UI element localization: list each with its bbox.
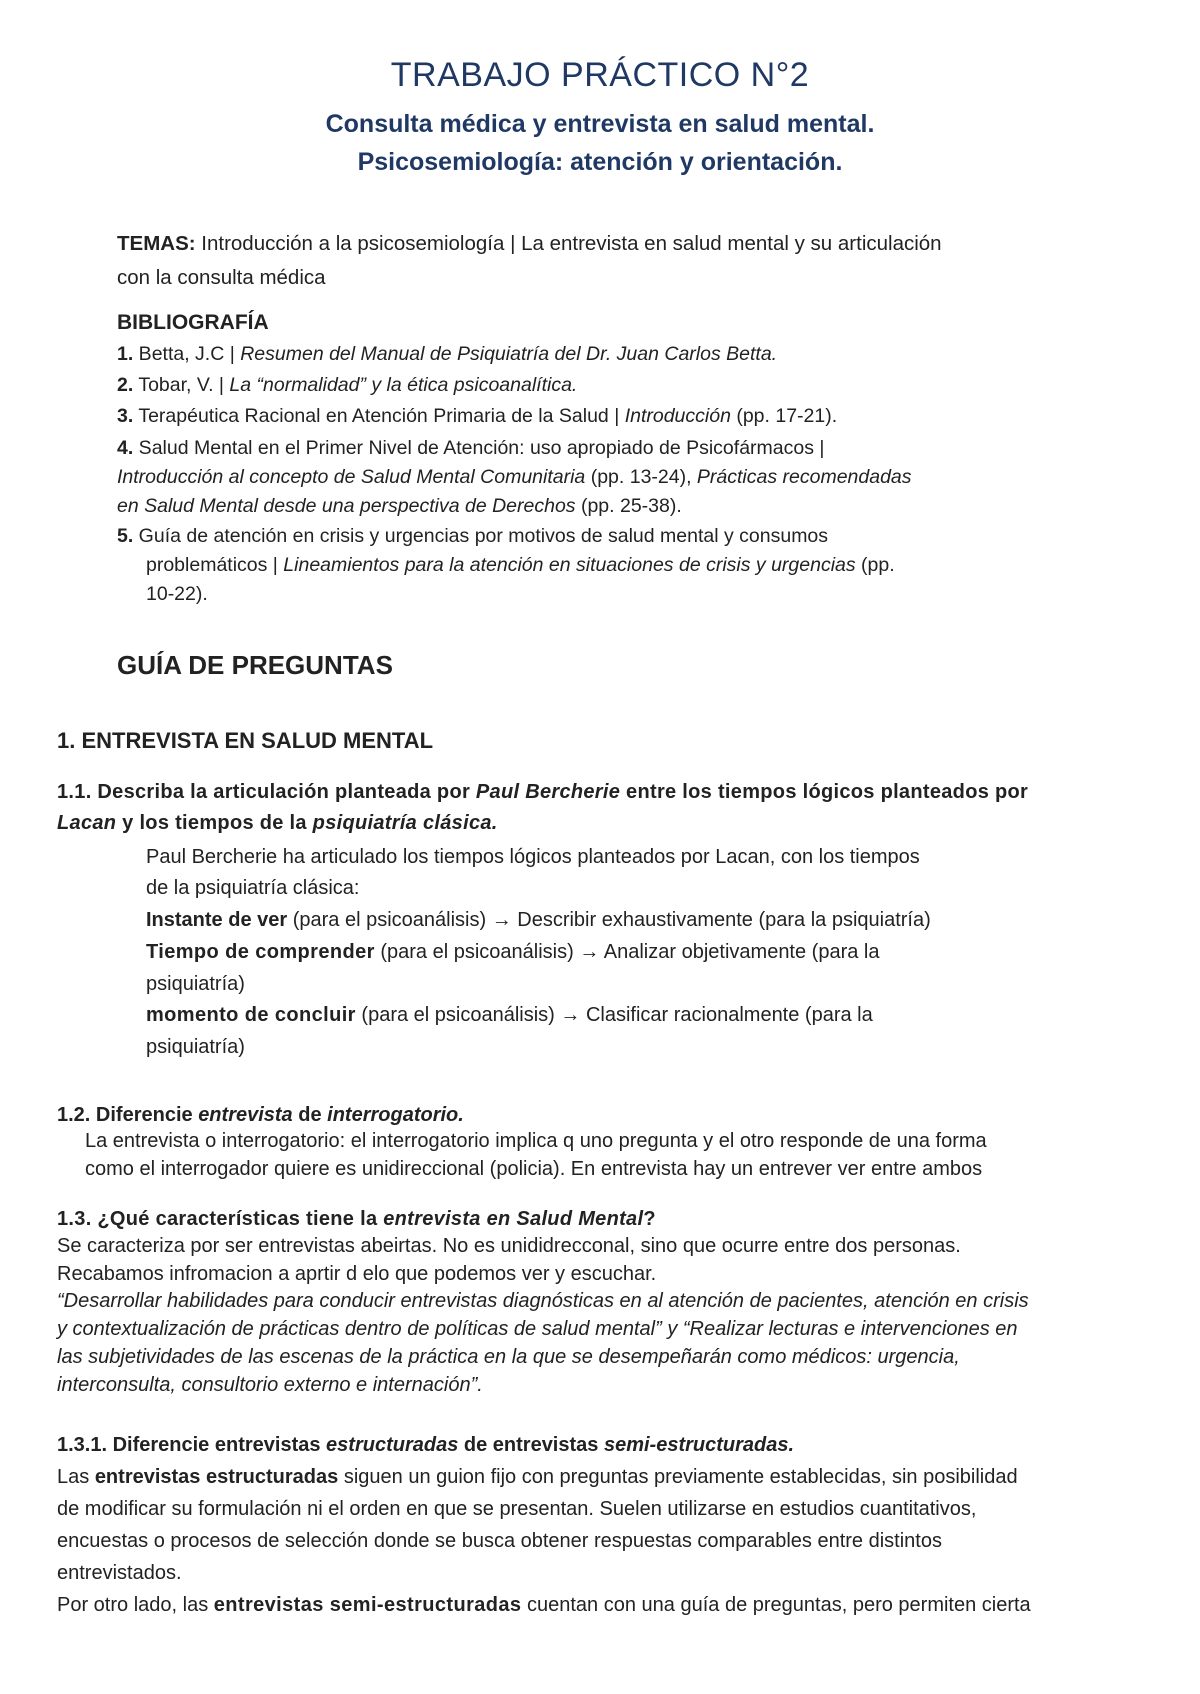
bib-item-4-line-3: en Salud Mental desde una perspectiva de Derechos (pp. 25-38). bbox=[117, 495, 682, 517]
bib-item-4-line-2: Introducción al concepto de Salud Mental Comunitaria (pp. 13-24), Prácticas recomendadas bbox=[117, 466, 912, 488]
answer-1-2-line-1: La entrevista o interrogatorio: el interrogatorio implica q uno pregunta y el otro responde de una forma bbox=[85, 1130, 987, 1152]
answer-1-1-row-2-cont: psiquiatría) bbox=[146, 973, 245, 995]
answer-1-3-1-p1-line-2: de modificar su formulación ni el orden en que se presentan. Suelen utilizarse en estudios cuantitativos, bbox=[57, 1498, 977, 1520]
question-1-3: 1.3. ¿Qué características tiene la entrevista en Salud Mental? bbox=[57, 1208, 656, 1230]
guia-heading: GUÍA DE PREGUNTAS bbox=[117, 650, 393, 680]
answer-1-3-quote-line-1: “Desarrollar habilidades para conducir entrevistas diagnósticas en al atención de pacientes, atención en crisis bbox=[57, 1290, 1029, 1312]
document-title: TRABAJO PRÁCTICO N°2 bbox=[390, 56, 810, 94]
answer-1-1-row-1: Instante de ver (para el psicoanálisis) → Describir exhaustivamente (para la psiquiatría) bbox=[146, 909, 931, 931]
question-1-2: 1.2. Diferencie entrevista de interrogatorio. bbox=[57, 1104, 464, 1126]
answer-1-1-row-2: Tiempo de comprender (para el psicoanálisis) → Analizar objetivamente (para la bbox=[146, 941, 880, 963]
bib-item-1: 1. Betta, J.C | Resumen del Manual de Psiquiatría del Dr. Juan Carlos Betta. bbox=[117, 343, 778, 365]
temas-line-2: con la consulta médica bbox=[117, 266, 326, 289]
answer-1-2-line-2: como el interrogador quiere es unidireccional (policia). En entrevista hay un entrever ver entre ambos bbox=[85, 1158, 983, 1180]
answer-1-3-1-p1-line-1: Las entrevistas estructuradas siguen un guion fijo con preguntas previamente establecidas, sin posibilidad bbox=[57, 1466, 1018, 1488]
answer-1-1-row-3: momento de concluir (para el psicoanálisis) → Clasificar racionalmente (para la bbox=[146, 1004, 873, 1026]
bib-item-5-line-2: problemáticos | Lineamientos para la atención en situaciones de crisis y urgencias (pp. bbox=[146, 554, 895, 576]
bib-item-4-line-1: 4. Salud Mental en el Primer Nivel de Atención: uso apropiado de Psicofármacos | bbox=[117, 437, 825, 459]
answer-1-3-quote-line-4: interconsulta, consultorio externo e internación”. bbox=[57, 1374, 483, 1396]
section-1-heading: 1. ENTREVISTA EN SALUD MENTAL bbox=[57, 728, 434, 753]
temas-label: TEMAS: bbox=[117, 232, 196, 255]
question-1-3-1: 1.3.1. Diferencie entrevistas estructuradas de entrevistas semi-estructuradas. bbox=[57, 1434, 795, 1456]
bib-item-3: 3. Terapéutica Racional en Atención Primaria de la Salud | Introducción (pp. 17-21). bbox=[117, 405, 838, 427]
answer-1-1-line-1: Paul Bercherie ha articulado los tiempos lógicos planteados por Lacan, con los tiempos bbox=[146, 846, 920, 868]
question-1-1-line-1: 1.1. Describa la articulación planteada por Paul Bercherie entre los tiempos lógicos planteados por bbox=[57, 781, 1029, 803]
bibliografia-heading: BIBLIOGRAFÍA bbox=[117, 311, 269, 334]
bib-item-5-line-3: 10-22). bbox=[146, 583, 208, 605]
answer-1-3-1-p2-line-1: Por otro lado, las entrevistas semi-estructuradas cuentan con una guía de preguntas, pero permiten cierta bbox=[57, 1594, 1031, 1616]
document-subtitle-1: Consulta médica y entrevista en salud mental. bbox=[325, 110, 875, 138]
question-1-1-line-2: Lacan y los tiempos de la psiquiatría clásica. bbox=[57, 812, 498, 834]
answer-1-3-1-p1-line-4: entrevistados. bbox=[57, 1562, 182, 1584]
answer-1-3-1-p1-line-3: encuestas o procesos de selección donde se busca obtener respuestas comparables entre distintos bbox=[57, 1530, 942, 1552]
answer-1-3-line-1: Se caracteriza por ser entrevistas abeirtas. No es unididrecconal, sino que ocurre entre dos personas. bbox=[57, 1235, 961, 1257]
bib-item-5-line-1: 5. Guía de atención en crisis y urgencias por motivos de salud mental y consumos bbox=[117, 525, 829, 547]
answer-1-1-line-2: de la psiquiatría clásica: bbox=[146, 877, 360, 899]
document-subtitle-2: Psicosemiología: atención y orientación. bbox=[357, 148, 843, 176]
bib-item-2: 2. Tobar, V. | La “normalidad” y la ética psicoanalítica. bbox=[117, 374, 578, 396]
answer-1-3-quote-line-3: las subjetividades de las escenas de la práctica en la que se desempeñarán como médicos: urgencia, bbox=[57, 1346, 960, 1368]
temas-line-1: TEMAS: Introducción a la psicosemiología | La entrevista en salud mental y su articulación bbox=[117, 232, 942, 255]
answer-1-3-line-2: Recabamos infromacion a aprtir d elo que podemos ver y escuchar. bbox=[57, 1263, 657, 1285]
answer-1-1-row-3-cont: psiquiatría) bbox=[146, 1036, 245, 1058]
answer-1-3-quote-line-2: y contextualización de prácticas dentro de políticas de salud mental” y “Realizar lecturas e intervenciones en bbox=[57, 1318, 1018, 1340]
